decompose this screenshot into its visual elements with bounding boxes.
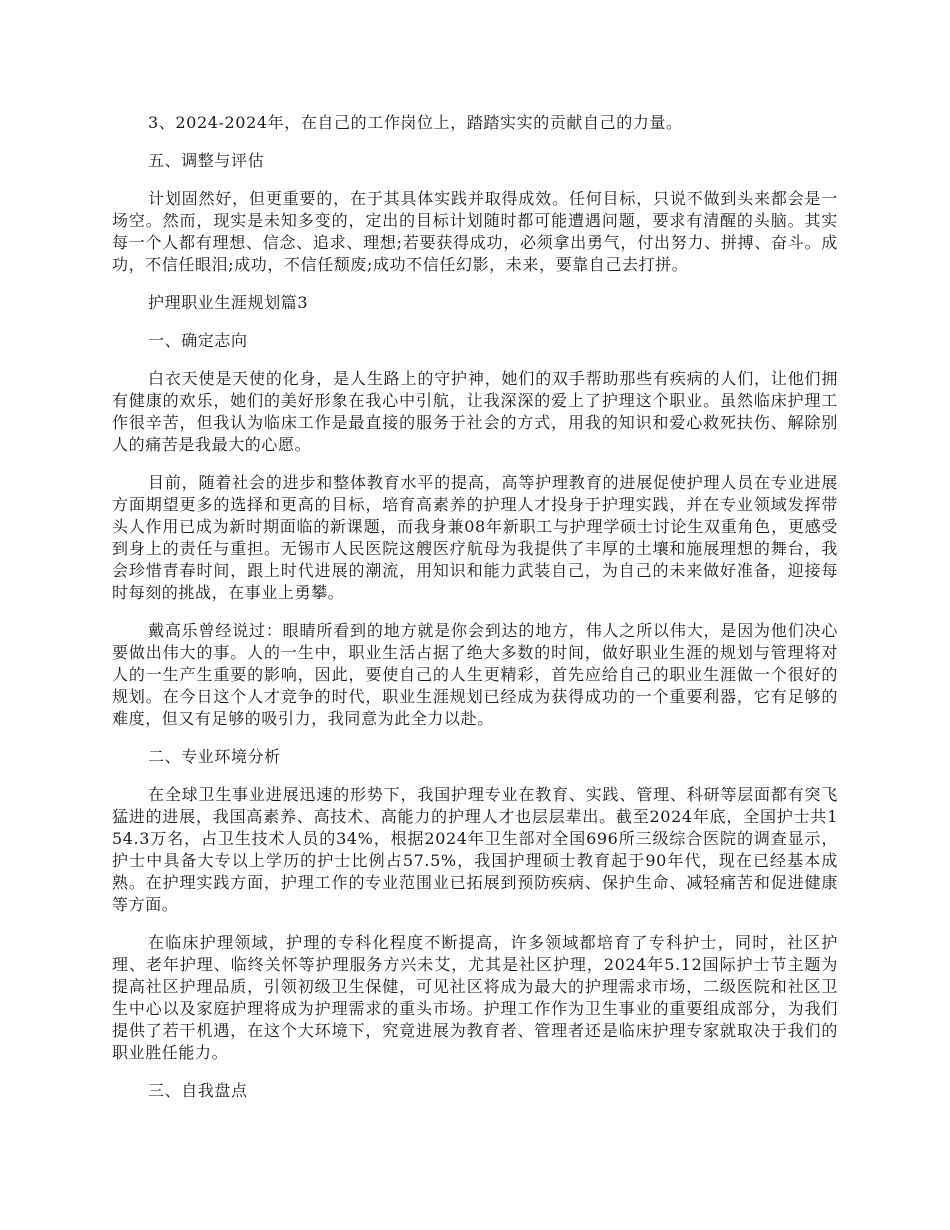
section-heading-environment-analysis: 二、专业环境分析 <box>148 747 281 766</box>
list-item-3: 3、2024-2024年，在自己的工作岗位上，踏踏实实的贡献自己的力量。 <box>148 113 683 132</box>
paragraph-global-health: 在全球卫生事业进展迅速的形势下，我国护理专业在教育、实践、管理、科研等层面都有突飞猛进的进展，我国高素养、高技术、高能力的护理人才也层层辈出。截至2024年底，全国护士共154.3万名，占卫生技术人员的34%，根据2024年卫生部对全国696所三级综合医院的调查显示，护士中具备大专以上学历的护士比例占57.5%，我国护理硕士教育起于90年代，现在已经基本成熟。在护理实践方面，护理工作的专业范围业已拓展到预防疾病、保护生命、减轻痛苦和促进健康等方面。 <box>112 785 838 914</box>
article-title-part-3: 护理职业生涯规划篇3 <box>148 293 309 312</box>
section-heading-adjust-evaluate: 五、调整与评估 <box>148 151 265 170</box>
paragraph-current-situation: 目前，随着社会的进步和整体教育水平的提高，高等护理教育的进展促使护理人员在专业进展方面期望更多的选择和更高的目标，培育高素养的护理人才投身于护理实践，并在专业领域发挥带头人作用已成为新时期面临的新课题，而我身兼08年新职工与护理学硕士讨论生双重角色，更感受到身上的责任与重担。无锡市人民医院这艘医疗航母为我提供了丰厚的土壤和施展理想的舞台，我会珍惜青春时间，跟上时代进展的潮流，用知识和能力武装自己，为自己的未来做好准备，迎接每时每刻的挑战，在事业上勇攀。 <box>112 473 838 602</box>
section-heading-self-inventory: 三、自我盘点 <box>148 1081 248 1100</box>
document-page <box>112 112 838 1118</box>
paragraph-plan-practice: 计划固然好，但更重要的，在于其具体实践并取得成效。任何目标，只说不做到头来都会是一场空。然而，现实是未知多变的，定出的目标计划随时都可能遭遇问题，要求有清醒的头脑。其实每一个人都有理想、信念、追求、理想;若要获得成功，必须拿出勇气，付出努力、拼搏、奋斗。成功，不信任眼泪;成功，不信任颓废;成功不信任幻影，未来，要靠自己去打拼。 <box>112 189 838 274</box>
section-heading-determine-aspiration: 一、确定志向 <box>148 331 248 350</box>
paragraph-de-gaulle-quote: 戴高乐曾经说过：眼睛所看到的地方就是你会到达的地方，伟人之所以伟大，是因为他们决心要做出伟大的事。人的一生中，职业生活占据了绝大多数的时间，做好职业生涯的规划与管理将对人的一生产生重要的影响，因此，要使自己的人生更精彩，首先应给自己的职业生涯做一个很好的规划。在今日这个人才竞争的时代，职业生涯规划已经成为获得成功的一个重要利器，它有足够的难度，但又有足够的吸引力，我同意为此全力以赴。 <box>112 621 838 728</box>
paragraph-white-angel: 白衣天使是天使的化身，是人生路上的守护神，她们的双手帮助那些有疾病的人们，让他们拥有健康的欢乐，她们的美好形象在我心中引航，让我深深的爱上了护理这个职业。虽然临床护理工作很辛苦，但我认为临床工作是最直接的服务于社会的方式，用我的知识和爱心救死扶伤、解除别人的痛苦是我最大的心愿。 <box>112 369 838 454</box>
paragraph-clinical-nursing: 在临床护理领域，护理的专科化程度不断提高，许多领域都培育了专科护士，同时，社区护理、老年护理、临终关怀等护理服务方兴未艾，尤其是社区护理，2024年5.12国际护士节主题为提高社区护理品质，引领初级卫生保健，可见社区将成为最大的护理需求市场，二级医院和社区卫生中心以及家庭护理将成为护理需求的重头市场。护理工作作为卫生事业的重要组成部分，为我们提供了若干机遇，在这个大环境下，究竟进展为教育者、管理者还是临床护理专家就取决于我们的职业胜任能力。 <box>112 933 838 1062</box>
